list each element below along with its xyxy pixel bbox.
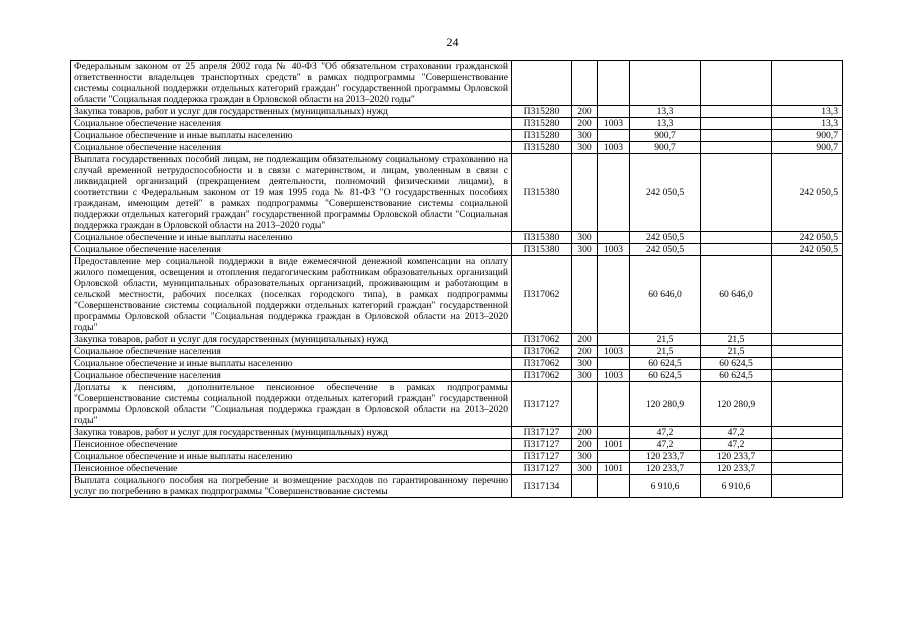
row-amount-total: 242 050,5 bbox=[630, 232, 701, 244]
row-amount-federal bbox=[701, 106, 772, 118]
row-description: Пенсионное обеспечение bbox=[71, 439, 512, 451]
row-expense-type: 300 bbox=[572, 451, 598, 463]
row-amount-total: 900,7 bbox=[630, 130, 701, 142]
row-section-code bbox=[598, 256, 630, 334]
row-section-code bbox=[598, 154, 630, 232]
row-amount-total: 6 910,6 bbox=[630, 475, 701, 498]
row-target-code: П315280 bbox=[512, 118, 572, 130]
table-row bbox=[71, 154, 843, 232]
table-row bbox=[71, 370, 843, 382]
row-target-code: П317062 bbox=[512, 346, 572, 358]
row-amount-total: 13,3 bbox=[630, 106, 701, 118]
row-amount-regional bbox=[772, 427, 843, 439]
row-target-code: П315280 bbox=[512, 142, 572, 154]
row-amount-federal: 60 624,5 bbox=[701, 370, 772, 382]
row-amount-federal bbox=[701, 154, 772, 232]
table-row bbox=[71, 232, 843, 244]
row-amount-federal: 6 910,6 bbox=[701, 475, 772, 498]
row-description: Выплата государственных пособий лицам, не подлежащим обязательному социальному страхованию на случай временной нетрудоспособности и в связи с материнством, и лицам, уволенным в связи с ликвидацией организаций (прекращением деятельности, полномочий физическими лицами), в соответствии с Федеральным законом от 19 мая 1995 года № 81-ФЗ "О государственных пособиях гражданам, имеющим детей" в рамках подпрограммы "Совершенствование системы социальной поддержки отдельных категорий граждан" государственной программы Орловской области "Социальная поддержка граждан в Орловской области на 2013–2020 годы" bbox=[71, 154, 512, 232]
row-target-code: П317062 bbox=[512, 334, 572, 346]
row-target-code: П317062 bbox=[512, 256, 572, 334]
row-amount-federal: 60 646,0 bbox=[701, 256, 772, 334]
row-expense-type: 300 bbox=[572, 130, 598, 142]
row-expense-type: 200 bbox=[572, 118, 598, 130]
row-amount-total: 21,5 bbox=[630, 334, 701, 346]
row-amount-federal bbox=[701, 118, 772, 130]
table-row bbox=[71, 130, 843, 142]
row-expense-type: 300 bbox=[572, 370, 598, 382]
row-amount-total: 242 050,5 bbox=[630, 154, 701, 232]
row-expense-type bbox=[572, 475, 598, 498]
row-amount-federal: 47,2 bbox=[701, 427, 772, 439]
row-amount-federal: 21,5 bbox=[701, 334, 772, 346]
row-section-code bbox=[598, 106, 630, 118]
row-description: Социальное обеспечение и иные выплаты населению bbox=[71, 232, 512, 244]
row-amount-total: 47,2 bbox=[630, 439, 701, 451]
row-expense-type: 200 bbox=[572, 106, 598, 118]
row-description: Доплаты к пенсиям, дополнительное пенсионное обеспечение в рамках подпрограммы "Совершенствование системы социальной поддержки отдельных категорий граждан" государственной программы Орловской области "Социальная поддержка граждан в Орловской области на 2013–2020 годы" bbox=[71, 382, 512, 427]
table-row bbox=[71, 463, 843, 475]
row-amount-regional bbox=[772, 463, 843, 475]
row-amount-regional bbox=[772, 475, 843, 498]
row-amount-regional bbox=[772, 334, 843, 346]
row-expense-type: 300 bbox=[572, 142, 598, 154]
row-amount-total: 242 050,5 bbox=[630, 244, 701, 256]
table-row bbox=[71, 382, 843, 427]
table-row bbox=[71, 451, 843, 463]
row-expense-type: 200 bbox=[572, 346, 598, 358]
row-amount-total: 21,5 bbox=[630, 346, 701, 358]
table-row bbox=[71, 61, 843, 106]
row-amount-federal: 120 280,9 bbox=[701, 382, 772, 427]
row-amount-total: 120 280,9 bbox=[630, 382, 701, 427]
row-target-code: П315380 bbox=[512, 244, 572, 256]
row-section-code bbox=[598, 475, 630, 498]
row-section-code bbox=[598, 382, 630, 427]
row-amount-regional bbox=[772, 61, 843, 106]
row-amount-regional: 13,3 bbox=[772, 118, 843, 130]
row-amount-regional: 900,7 bbox=[772, 130, 843, 142]
row-amount-total: 900,7 bbox=[630, 142, 701, 154]
row-target-code: П317062 bbox=[512, 358, 572, 370]
table-row bbox=[71, 346, 843, 358]
row-amount-regional: 242 050,5 bbox=[772, 244, 843, 256]
row-section-code bbox=[598, 61, 630, 106]
row-target-code: П317127 bbox=[512, 382, 572, 427]
row-amount-total: 60 624,5 bbox=[630, 358, 701, 370]
row-description: Социальное обеспечение и иные выплаты населению bbox=[71, 130, 512, 142]
row-target-code: П315280 bbox=[512, 130, 572, 142]
row-description: Социальное обеспечение населения bbox=[71, 346, 512, 358]
row-target-code: П315380 bbox=[512, 154, 572, 232]
row-amount-regional: 242 050,5 bbox=[772, 154, 843, 232]
row-amount-regional bbox=[772, 382, 843, 427]
row-expense-type bbox=[572, 61, 598, 106]
table-row bbox=[71, 427, 843, 439]
row-amount-total: 120 233,7 bbox=[630, 463, 701, 475]
table-row bbox=[71, 118, 843, 130]
row-expense-type: 300 bbox=[572, 463, 598, 475]
row-amount-regional bbox=[772, 256, 843, 334]
row-section-code: 1003 bbox=[598, 370, 630, 382]
row-amount-regional bbox=[772, 451, 843, 463]
row-section-code: 1001 bbox=[598, 439, 630, 451]
row-target-code: П317062 bbox=[512, 370, 572, 382]
row-amount-regional bbox=[772, 346, 843, 358]
table-body bbox=[71, 61, 843, 498]
row-amount-total: 60 646,0 bbox=[630, 256, 701, 334]
row-description: Закупка товаров, работ и услуг для государственных (муниципальных) нужд bbox=[71, 106, 512, 118]
row-section-code bbox=[598, 334, 630, 346]
row-amount-federal bbox=[701, 244, 772, 256]
row-amount-federal bbox=[701, 142, 772, 154]
row-description: Закупка товаров, работ и услуг для государственных (муниципальных) нужд bbox=[71, 427, 512, 439]
row-expense-type: 300 bbox=[572, 358, 598, 370]
row-expense-type: 200 bbox=[572, 334, 598, 346]
table-row bbox=[71, 142, 843, 154]
row-description: Пенсионное обеспечение bbox=[71, 463, 512, 475]
row-description: Социальное обеспечение и иные выплаты населению bbox=[71, 451, 512, 463]
budget-table bbox=[70, 60, 843, 498]
row-amount-total: 120 233,7 bbox=[630, 451, 701, 463]
row-description: Социальное обеспечение населения bbox=[71, 142, 512, 154]
row-section-code bbox=[598, 130, 630, 142]
row-description: Федеральным законом от 25 апреля 2002 года № 40-ФЗ "Об обязательном страховании гражданской ответственности владельцев транспортных средств" в рамках подпрограммы "Совершенствование системы социальной поддержки отдельных категорий граждан" государственной программы Орловской области "Социальная поддержка граждан в Орловской области на 2013–2020 годы" bbox=[71, 61, 512, 106]
row-description: Социальное обеспечение населения bbox=[71, 118, 512, 130]
row-section-code: 1001 bbox=[598, 463, 630, 475]
row-amount-regional bbox=[772, 370, 843, 382]
row-description: Социальное обеспечение населения bbox=[71, 370, 512, 382]
row-section-code bbox=[598, 427, 630, 439]
table-row bbox=[71, 244, 843, 256]
row-description: Предоставление мер социальной поддержки в виде ежемесячной денежной компенсации на оплату жилого помещения, освещения и отопления педагогическим работникам образовательных организаций Орловской области, муниципальных образовательных организаций, проживающим и работающим в сельской местности, рабочих поселках (поселках городского типа), в рамках подпрограммы "Совершенствование системы социальной поддержки отдельных категорий граждан" государственной программы Орловской области "Социальная поддержка граждан в Орловской области на 2013–2020 годы" bbox=[71, 256, 512, 334]
row-section-code: 1003 bbox=[598, 346, 630, 358]
row-expense-type bbox=[572, 154, 598, 232]
row-amount-regional: 13,3 bbox=[772, 106, 843, 118]
table-row bbox=[71, 106, 843, 118]
row-section-code: 1003 bbox=[598, 244, 630, 256]
row-amount-federal: 21,5 bbox=[701, 346, 772, 358]
table-row bbox=[71, 439, 843, 451]
table-row bbox=[71, 358, 843, 370]
row-amount-total: 13,3 bbox=[630, 118, 701, 130]
page-number: 24 bbox=[446, 35, 459, 49]
row-expense-type: 200 bbox=[572, 427, 598, 439]
table-row bbox=[71, 256, 843, 334]
row-amount-regional bbox=[772, 358, 843, 370]
row-amount-federal: 47,2 bbox=[701, 439, 772, 451]
table-row bbox=[71, 334, 843, 346]
row-section-code bbox=[598, 358, 630, 370]
row-target-code: П315280 bbox=[512, 106, 572, 118]
row-expense-type: 200 bbox=[572, 439, 598, 451]
row-amount-total bbox=[630, 61, 701, 106]
row-amount-federal bbox=[701, 130, 772, 142]
row-amount-regional: 242 050,5 bbox=[772, 232, 843, 244]
table-row bbox=[71, 475, 843, 498]
row-amount-regional bbox=[772, 439, 843, 451]
row-amount-federal bbox=[701, 61, 772, 106]
row-expense-type: 300 bbox=[572, 232, 598, 244]
row-description: Социальное обеспечение населения bbox=[71, 244, 512, 256]
row-expense-type bbox=[572, 382, 598, 427]
row-amount-regional: 900,7 bbox=[772, 142, 843, 154]
row-section-code bbox=[598, 451, 630, 463]
row-section-code: 1003 bbox=[598, 142, 630, 154]
row-description: Выплата социального пособия на погребение и возмещение расходов по гарантированному перечню услуг по погребению в рамках подпрограммы "Совершенствование системы bbox=[71, 475, 512, 498]
row-amount-federal: 120 233,7 bbox=[701, 463, 772, 475]
row-amount-total: 47,2 bbox=[630, 427, 701, 439]
row-target-code: П317127 bbox=[512, 463, 572, 475]
row-description: Социальное обеспечение и иные выплаты населению bbox=[71, 358, 512, 370]
row-target-code: П317127 bbox=[512, 451, 572, 463]
row-section-code: 1003 bbox=[598, 118, 630, 130]
row-target-code: П317127 bbox=[512, 439, 572, 451]
row-target-code: П315380 bbox=[512, 232, 572, 244]
row-target-code bbox=[512, 61, 572, 106]
row-target-code: П317134 bbox=[512, 475, 572, 498]
row-amount-federal: 60 624,5 bbox=[701, 358, 772, 370]
row-expense-type: 300 bbox=[572, 244, 598, 256]
row-target-code: П317127 bbox=[512, 427, 572, 439]
row-section-code bbox=[598, 232, 630, 244]
row-description: Закупка товаров, работ и услуг для государственных (муниципальных) нужд bbox=[71, 334, 512, 346]
row-amount-federal bbox=[701, 232, 772, 244]
row-amount-federal: 120 233,7 bbox=[701, 451, 772, 463]
row-amount-total: 60 624,5 bbox=[630, 370, 701, 382]
row-expense-type bbox=[572, 256, 598, 334]
